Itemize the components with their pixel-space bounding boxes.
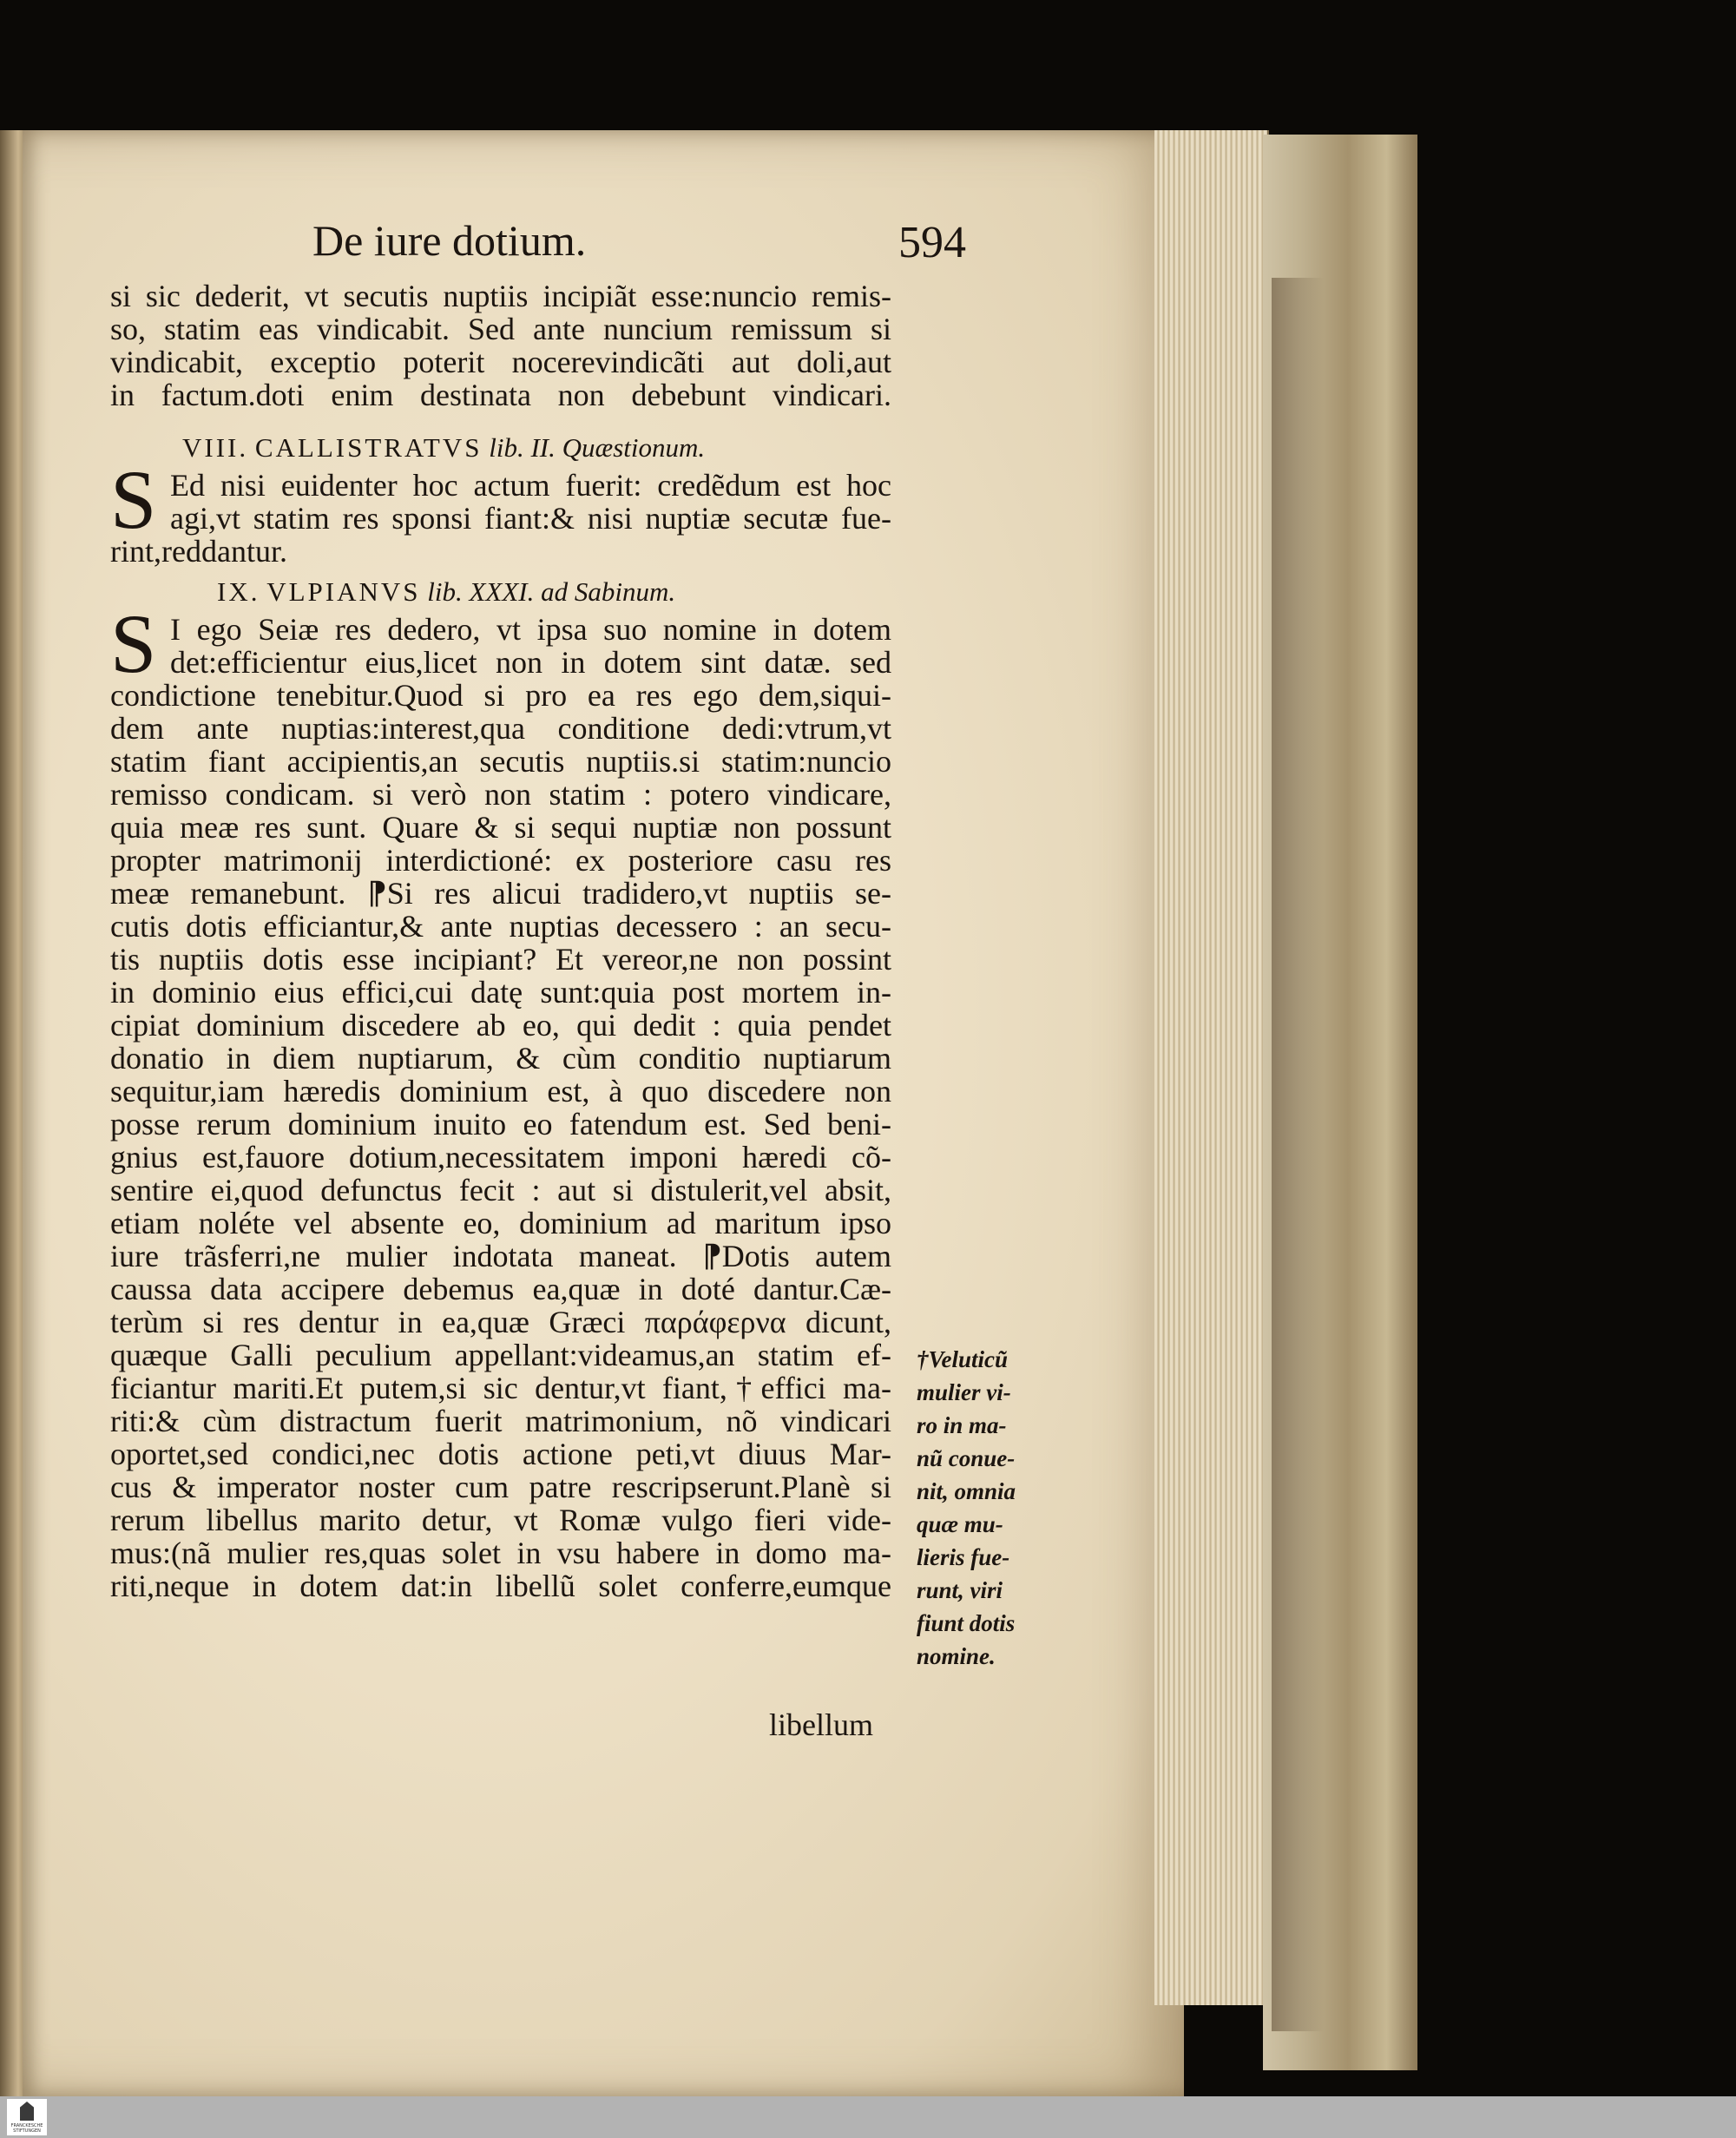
margin-note-line: mulier vi- [917,1379,1011,1405]
text-line: donatio in diem nuptiarum, & cùm conditio nuptiarum [110,1041,891,1076]
viewer-footer-bar [0,2096,1736,2138]
text-line: etiam noléte vel absente eo, dominium ad maritum ipso [110,1206,891,1240]
text-line: mus:(nã mulier res,quas solet in vsu habere in domo ma- [110,1536,891,1570]
text-line: dem ante nuptias:interest,qua conditione dedi:vtrum,vt [110,711,891,746]
text-line: ficiantur mariti.Et putem,si sic dentur,vt fiant,†effici ma- [110,1371,891,1405]
binding-shadow [1272,278,1324,2031]
margin-note-line: †Veluticũ [917,1346,1009,1372]
heading-author: CALLISTRATVS [254,432,483,463]
running-title: De iure dotium. [312,216,587,265]
text-line: cus & imperator noster cum patre rescripserunt.Planè si [110,1470,891,1504]
dropcap-viii: S [110,453,157,546]
text-line: quæque Galli peculium appellant:videamus,an statim ef- [110,1338,891,1372]
page-number: 594 [898,218,966,267]
text-line: vindicabit, exceptio poterit nocerevindicãti aut doli,aut [110,345,891,379]
margin-note-line: lieris fue- [917,1544,1010,1570]
logo-icon [20,2102,34,2121]
heading-author: VLPIANVS [266,576,421,607]
logo-text: FRANCKESCHE STIFTUNGEN [10,2123,43,2134]
heading-book: lib. XXXI. [427,576,535,607]
heading-viii [182,432,705,464]
text-line: riti:& cùm distractum fuerit matrimonium, nõ vindicari [110,1404,891,1438]
text-line: cipiat dominium discedere ab eo, qui dedit : quia pendet [110,1008,891,1043]
heading-number: VIII. [182,432,249,463]
text-line: in dominio eius effici,cui datę sunt:quia post mortem in- [110,975,891,1010]
text-line: cutis dotis efficiantur,& ante nuptias decessero : an secu- [110,909,891,944]
text-line: iure trãsferri,ne mulier indotata maneat. ⁋Dotis autem [110,1239,891,1273]
text-line: caussa data accipere debemus ea,quæ in doté dantur.Cæ- [110,1272,891,1306]
heading-work: Quæstionum. [562,432,706,463]
text-line: si sic dederit, vt secutis nuptiis incipiãt esse:nuncio remis- [110,279,891,313]
text-line: tis nuptiis dotis esse incipiant? Et vereor,ne non possint [110,942,891,977]
text-line: gnius est,fauore dotium,necessitatem imponi hæredi cõ- [110,1140,891,1174]
heading-number: IX. [217,576,260,607]
text-line: remisso condicam. si verò non statim : potero vindicare, [110,777,891,812]
text-line: Ed nisi euidenter hoc actum fuerit: credẽdum est hoc [170,468,891,503]
text-line: sentire ei,quod defunctus fecit : aut si distulerit,vel absit, [110,1173,891,1207]
margin-note-line: nit, omnia [917,1478,1016,1504]
text-line: sequitur,iam hæredis dominium est, à quo discedere non [110,1074,891,1108]
margin-note-line: fiunt dotis [917,1610,1016,1636]
page-edges [1154,130,1269,2005]
margin-note-line: runt, viri [917,1577,1003,1603]
text-line: posse rerum dominium inuito eo fatendum est. Sed beni- [110,1107,891,1141]
institution-logo [7,2099,47,2135]
heading-work: ad Sabinum. [541,576,676,607]
text-line: det:efficientur eius,licet non in dotem sint datæ. sed [170,645,891,680]
catchword: libellum [769,1707,873,1742]
text-line: rerum libellus marito detur, vt Romæ vulgo fieri vide- [110,1503,891,1537]
dropcap-ix: S [110,597,157,690]
margin-note-line: nũ conue- [917,1445,1016,1471]
text-line: statim fiant accipientis,an secutis nuptiis.si statim:nuncio [110,744,891,779]
margin-note-line: nomine. [917,1643,996,1669]
heading-ix [217,576,675,608]
margin-note-line: ro in ma- [917,1412,1007,1438]
text-line: riti,neque in dotem dat:in libellũ solet conferre,eumque [110,1569,891,1603]
text-line: condictione tenebitur.Quod si pro ea res ego dem,siqui- [110,678,891,713]
text-line: meæ remanebunt. ⁋Si res alicui tradidero,vt nuptiis se- [110,876,891,911]
text-line: terùm si res dentur in ea,quæ Græci παράφερνα dicunt, [110,1305,891,1339]
text-line: in factum.doti enim destinata non debebunt vindicari. [110,378,891,412]
heading-book: lib. II. [489,432,556,463]
text-line: rint,reddantur. [110,534,287,569]
text-line: agi,vt statim res sponsi fiant:& nisi nuptiæ secutæ fue- [170,501,891,536]
text-line: quia meæ res sunt. Quare & si sequi nuptiæ non possunt [110,810,891,845]
margin-note-line: quæ mu- [917,1511,1003,1537]
text-line: so, statim eas vindicabit. Sed ante nuncium remissum si [110,312,891,346]
text-line: propter matrimonij interdictioné: ex posteriore casu res [110,843,891,878]
text-line: I ego Seiæ res dedero, vt ipsa suo nomine in dotem [170,612,891,647]
text-line: oportet,sed condici,nec dotis actione peti,vt diuus Mar- [110,1437,891,1471]
